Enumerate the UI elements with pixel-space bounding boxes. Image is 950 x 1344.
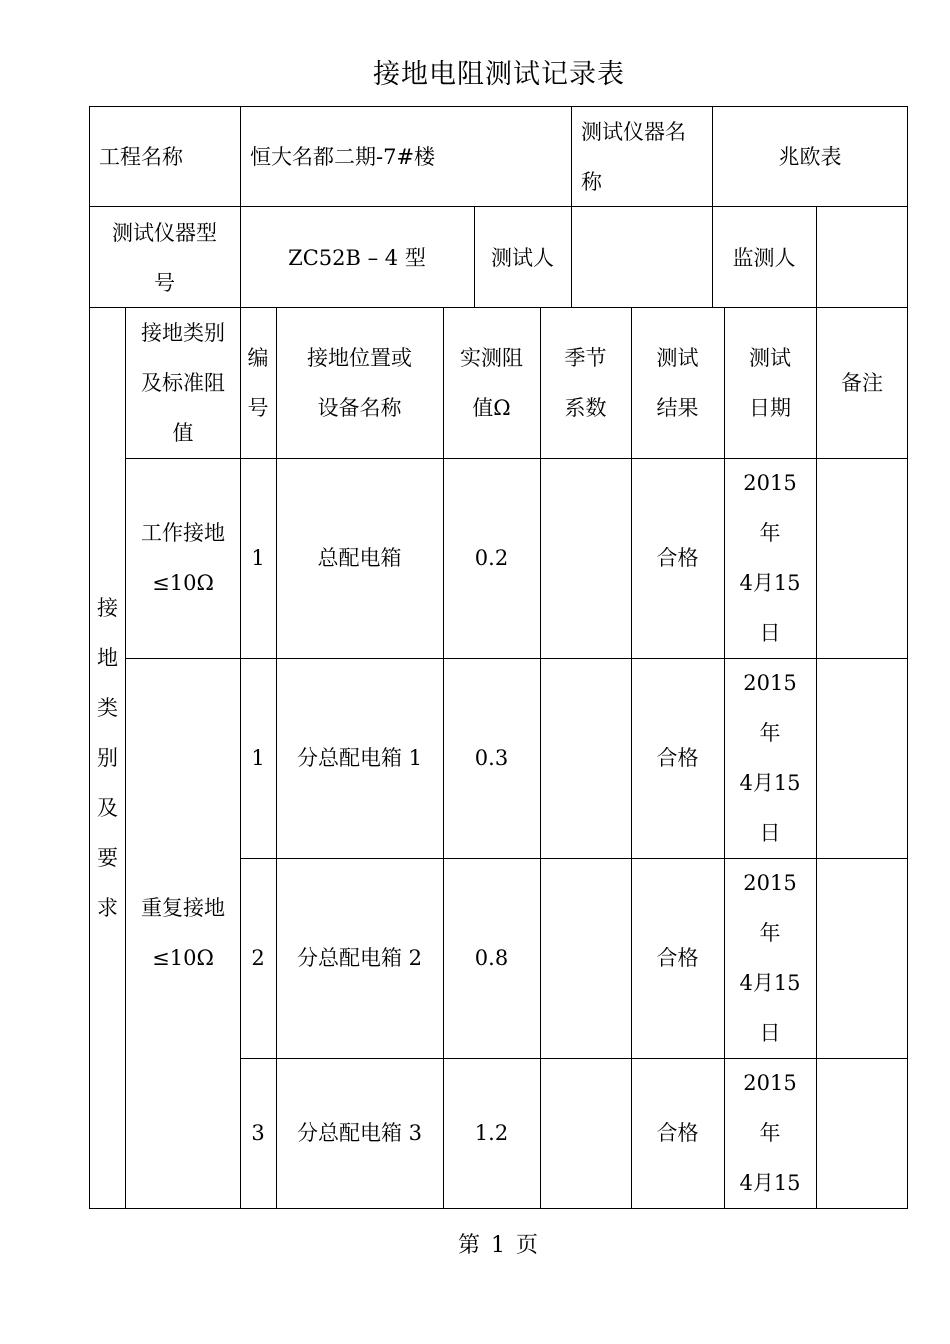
tester-value — [571, 207, 712, 308]
column-header-location: 接地位置或 设备名称 — [307, 346, 412, 420]
table-rule — [126, 458, 908, 459]
project-name-value: 恒大名都二期-7#楼 — [250, 145, 436, 169]
tester-label: 测试人 — [491, 245, 554, 270]
column-header-category: 接地类别 及标准阻 值 — [141, 321, 225, 445]
table-row-2-resistance: 0.8 — [474, 946, 509, 970]
table-rule — [571, 106, 572, 308]
table-rule — [540, 307, 541, 1209]
table-rule — [89, 206, 908, 207]
instrument-name-label: 测试仪器名 称 — [581, 120, 686, 194]
table-row-1-season — [540, 658, 631, 858]
table-row-3-resistance: 1.2 — [474, 1121, 509, 1145]
table-rule — [240, 858, 908, 859]
column-header-resistance: 实测阻 值Ω — [460, 346, 523, 420]
table-rule — [443, 307, 444, 1209]
table-row-0-result: 合格 — [656, 546, 699, 570]
table-border-bottom — [89, 1208, 908, 1209]
table-rule — [724, 307, 725, 1209]
instrument-model-value: ZC52B – 4 型 — [288, 245, 426, 270]
table-row-1-resistance: 0.3 — [474, 746, 509, 770]
table-rule — [816, 307, 817, 1209]
table-row-0-location: 总配电箱 — [317, 546, 402, 570]
table-rule — [126, 658, 908, 659]
table-row-0-date: 2015 年 4月15 日 — [739, 471, 801, 645]
table-row-3-remark — [816, 1058, 908, 1208]
table-row-2-season — [540, 858, 631, 1058]
table-rule — [631, 307, 632, 1209]
table-row-2-number: 2 — [251, 946, 265, 970]
table-row-3-location: 分总配电箱 3 — [296, 1121, 423, 1145]
table-border-top — [89, 106, 908, 107]
table-row-2-date: 2015 年 4月15 日 — [739, 871, 801, 1045]
table-rule — [89, 307, 908, 308]
table-border-left — [89, 106, 90, 1209]
table-rule — [474, 206, 475, 308]
table-row-1-remark — [816, 658, 908, 858]
group-category-repeat: 重复接地 ≤10Ω — [141, 896, 225, 970]
group-category-working: 工作接地 ≤10Ω — [141, 521, 225, 595]
table-rule — [125, 307, 126, 1209]
table-row-2-result: 合格 — [656, 946, 699, 970]
project-name-label: 工程名称 — [99, 145, 183, 169]
table-rule — [240, 106, 241, 1209]
table-row-0-remark — [816, 458, 908, 658]
table-row-0-season — [540, 458, 631, 658]
table-row-1-result: 合格 — [656, 746, 699, 770]
monitor-label: 监测人 — [732, 245, 796, 270]
table-row-2-location: 分总配电箱 2 — [296, 946, 423, 970]
table-rule — [240, 1058, 908, 1059]
instrument-model-label: 测试仪器型 号 — [112, 220, 217, 295]
column-header-number: 编 号 — [247, 346, 269, 420]
column-header-remark: 备注 — [841, 371, 883, 395]
table-rule — [712, 106, 713, 308]
table-rule — [276, 307, 277, 1209]
grounding-category-side-label: 接 地 类 别 及 要 求 — [97, 596, 118, 920]
column-header-date: 测试 日期 — [749, 346, 791, 420]
column-header-season: 季节 系数 — [564, 346, 607, 420]
table-row-0-resistance: 0.2 — [474, 546, 509, 570]
table-row-3-result: 合格 — [656, 1121, 699, 1145]
table-rule — [816, 206, 817, 308]
table-row-0-number: 1 — [251, 546, 265, 570]
table-row-3-date: 2015 年 4月15 — [739, 1071, 801, 1195]
monitor-value — [816, 207, 908, 308]
page-title: 接地电阻测试记录表 — [373, 59, 625, 90]
table-row-3-number: 3 — [251, 1121, 265, 1145]
table-border-right — [907, 106, 908, 1209]
table-row-2-remark — [816, 858, 908, 1058]
instrument-name-value: 兆欧表 — [778, 145, 842, 169]
table-row-3-season — [540, 1058, 631, 1208]
table-row-1-date: 2015 年 4月15 日 — [739, 671, 801, 845]
table-row-1-number: 1 — [251, 746, 265, 770]
page-number: 第 1 页 — [458, 1233, 540, 1258]
table-row-1-location: 分总配电箱 1 — [296, 746, 423, 770]
column-header-result: 测试 结果 — [656, 346, 699, 420]
